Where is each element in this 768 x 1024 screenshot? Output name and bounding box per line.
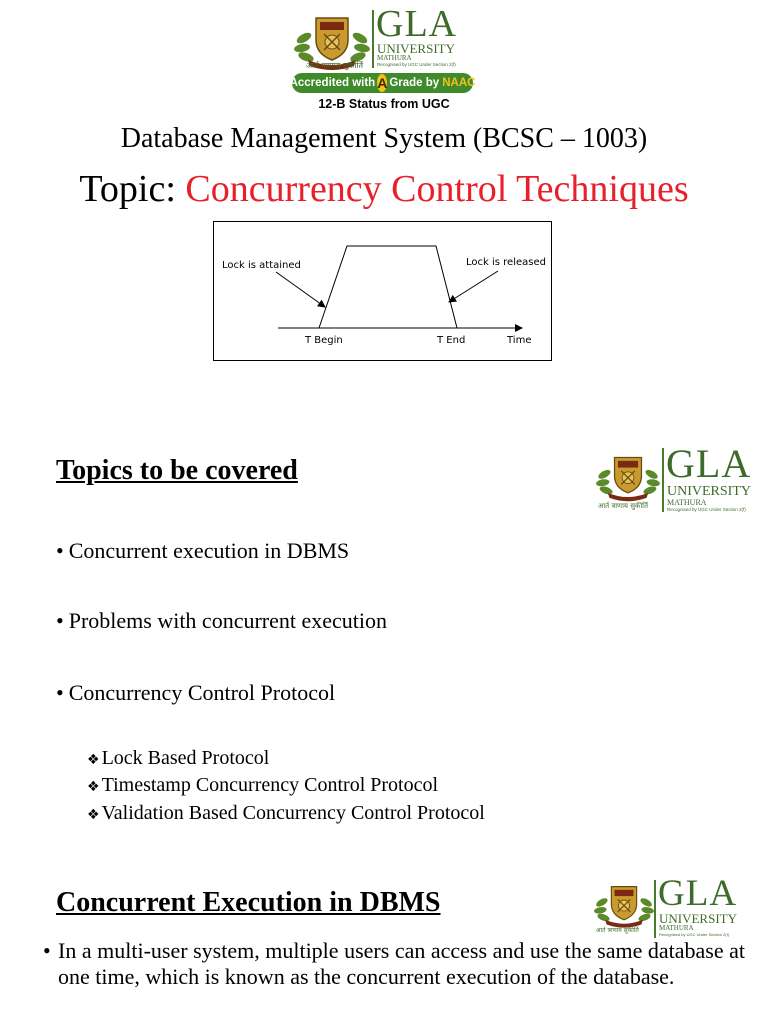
topic-bullet-text: Concurrent execution in DBMS [68, 538, 350, 563]
diamond-bullet-icon: ❖ [87, 779, 100, 795]
logo-divider [662, 448, 664, 512]
topic-bullet-text: Problems with concurrent execution [68, 608, 388, 633]
topic-bullet: • Concurrent execution in DBMS [56, 538, 350, 563]
protocol-sub-bullet-text: Timestamp Concurrency Control Protocol [101, 774, 439, 796]
logo-wordmark: GLA [666, 441, 752, 486]
logo-university: UNIVERSITY [667, 484, 751, 499]
topics-heading: Topics to be covered [56, 455, 298, 486]
ugc-status: 12-B Status from UGC [318, 97, 450, 111]
logo-divider [654, 880, 656, 938]
paragraph-bullet: • [43, 938, 51, 963]
protocol-sub-bullet [87, 746, 269, 772]
lock-trapezoid [319, 246, 457, 328]
logo-university: UNIVERSITY [377, 41, 455, 56]
lock-attained-pointer [276, 272, 325, 307]
t-end-label: T End [437, 335, 466, 346]
logo-wordmark: GLA [376, 3, 458, 45]
logo-motto: आर्त त्राणाय सुकीर्ति [306, 61, 364, 70]
diamond-bullet-icon: ❖ [87, 752, 100, 768]
course-title: Database Management System (BCSC – 1003) [120, 123, 648, 154]
logo-city: MATHURA [659, 924, 694, 932]
logo-recognition: Recognised by UGC Under Section 2(f) [659, 932, 730, 937]
logo-city: MATHURA [667, 498, 707, 507]
logo-city: MATHURA [377, 54, 412, 62]
lock-diagram-svg [214, 222, 553, 362]
concurrent-heading: Concurrent Execution in DBMS [56, 887, 441, 918]
logo-recognition: Recognised by UGC Under Section 2(f) [377, 62, 456, 67]
topic-bullet: • Problems with concurrent execution [56, 608, 388, 633]
lock-released-pointer [449, 271, 498, 302]
t-begin-label: T Begin [305, 335, 343, 346]
topic-name: Concurrency Control Techniques [185, 168, 689, 210]
naac-body: NAAC [442, 77, 476, 89]
gla-emblem-icon [596, 450, 660, 502]
protocol-sub-bullet-text: Validation Based Concurrency Control Protocol [101, 802, 485, 824]
diamond-bullet-icon: ❖ [87, 807, 100, 823]
protocol-sub-bullet [87, 773, 438, 799]
topic-bullet-text: Concurrency Control Protocol [68, 680, 336, 705]
naac-grade: A [377, 75, 388, 91]
topic-title [0, 167, 768, 211]
gla-emblem-icon [594, 880, 654, 928]
logo-motto: आर्त त्राणाय सुकीर्ति [596, 927, 639, 934]
logo-motto: आर्त त्राणाय सुकीर्ति [598, 502, 648, 510]
naac-badge [289, 73, 476, 93]
time-label: Time [507, 335, 532, 346]
logo-recognition: Recognised by UGC Under Section 2(f) [667, 507, 746, 512]
logo-divider [372, 10, 374, 68]
lock-diagram [213, 221, 552, 361]
concurrent-paragraph-text: In a multi-user system, multiple users can access and use the same database at one time, which is known as the concurrent execution of the database. [58, 938, 745, 989]
naac-suffix: Grade by [389, 77, 440, 89]
naac-prefix: Accredited with [289, 77, 376, 89]
concurrent-paragraph [45, 938, 745, 990]
topic-bullet: • Concurrency Control Protocol [56, 680, 336, 705]
logo-university: UNIVERSITY [659, 911, 737, 926]
topic-label: Topic: [79, 168, 186, 210]
logo-wordmark: GLA [658, 873, 738, 914]
protocol-sub-bullet [87, 801, 485, 827]
lock-attained-label: Lock is attained [222, 260, 301, 271]
protocol-sub-bullet-text: Lock Based Protocol [101, 747, 270, 769]
lock-released-label: Lock is released [466, 257, 546, 268]
